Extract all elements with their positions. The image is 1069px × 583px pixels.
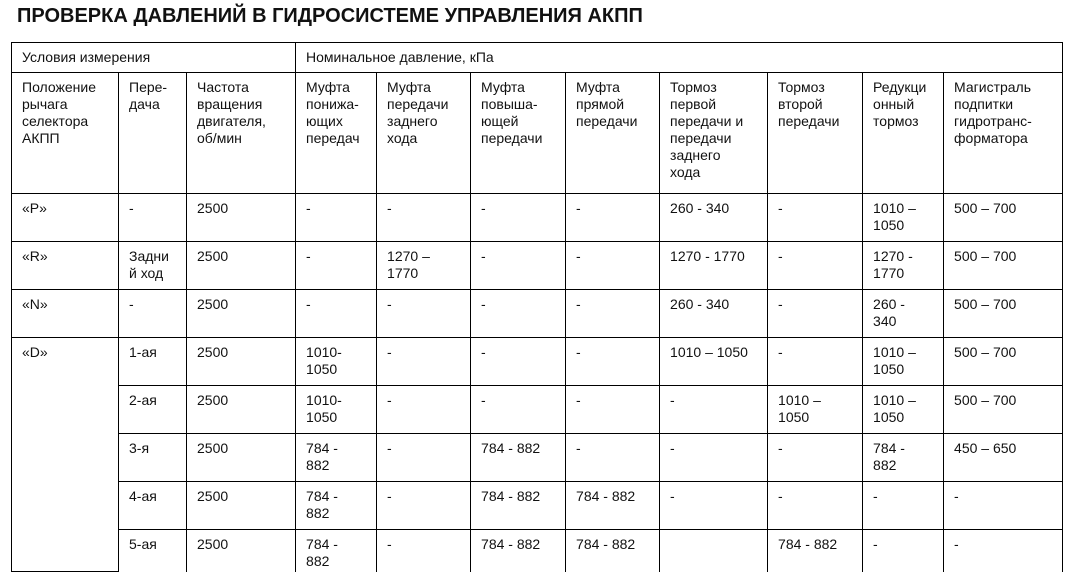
- table-cell: 784 - 882: [566, 530, 660, 572]
- table-cell: -: [863, 530, 944, 572]
- table-cell: -: [296, 290, 377, 338]
- table-cell: 500 – 700: [944, 290, 1063, 338]
- table-cell: -: [377, 194, 471, 242]
- page-title: ПРОВЕРКА ДАВЛЕНИЙ В ГИДРОСИСТЕМЕ УПРАВЛЕНИЯ АКПП: [17, 5, 643, 27]
- table-cell: -: [768, 434, 863, 482]
- table-row: [12, 530, 1063, 572]
- column-header-high-clutch: Муфта повыша- ющей передачи: [471, 73, 566, 194]
- table-cell: -: [566, 242, 660, 290]
- table-cell: -: [566, 434, 660, 482]
- table-cell: «R»: [12, 242, 119, 290]
- column-header-low-clutch: Муфта понижа- ющих передач: [296, 73, 377, 194]
- table-cell: 1-ая: [119, 338, 187, 386]
- table-cell: -: [377, 386, 471, 434]
- table-cell: 1010 – 1050: [863, 194, 944, 242]
- group-header-conditions: Условия измерения: [12, 43, 296, 73]
- table-cell: «D»: [12, 338, 119, 572]
- column-header-reduction-brake: Редукци онный тормоз: [863, 73, 944, 194]
- table-cell: 1010 – 1050: [660, 338, 768, 386]
- column-header-direct-clutch: Муфта прямой передачи: [566, 73, 660, 194]
- table-cell: -: [768, 194, 863, 242]
- table-cell: 1270 – 1770: [377, 242, 471, 290]
- table-cell: -: [377, 338, 471, 386]
- table-cell: -: [768, 290, 863, 338]
- table-cell: 1010 – 1050: [768, 386, 863, 434]
- table-cell: -: [377, 482, 471, 530]
- table-cell: 784 - 882: [296, 434, 377, 482]
- table-cell: «P»: [12, 194, 119, 242]
- table-cell: 5-ая: [119, 530, 187, 572]
- column-header-gear: Пере- дача: [119, 73, 187, 194]
- table-cell: 260 - 340: [660, 194, 768, 242]
- table-cell: 2500: [187, 482, 296, 530]
- table-cell: 784 - 882: [863, 434, 944, 482]
- table-cell: -: [471, 242, 566, 290]
- table-cell: 1010- 1050: [296, 386, 377, 434]
- table-cell: 1010- 1050: [296, 338, 377, 386]
- table-cell: 1010 – 1050: [863, 386, 944, 434]
- table-cell: 260 - 340: [863, 290, 944, 338]
- table-cell: Задни й ход: [119, 242, 187, 290]
- table-row: [12, 242, 1063, 290]
- table-cell: -: [566, 338, 660, 386]
- table-cell: -: [377, 434, 471, 482]
- table-cell: 2500: [187, 386, 296, 434]
- table-cell: -: [471, 386, 566, 434]
- table-cell: 2-ая: [119, 386, 187, 434]
- table-cell: -: [566, 386, 660, 434]
- column-header-selector: Положение рычага селектора АКПП: [12, 73, 119, 194]
- table-cell: 2500: [187, 194, 296, 242]
- table-cell: -: [471, 338, 566, 386]
- table-cell: -: [944, 530, 1063, 572]
- table-cell: 1010 – 1050: [863, 338, 944, 386]
- table-cell: 4-ая: [119, 482, 187, 530]
- table-cell: 2500: [187, 530, 296, 572]
- group-header-pressure: Номинальное давление, кПа: [296, 43, 1063, 73]
- table-cell: 784 - 882: [471, 530, 566, 572]
- table-cell: -: [660, 434, 768, 482]
- table-cell: 2500: [187, 434, 296, 482]
- table-cell: 784 - 882: [768, 530, 863, 572]
- column-header-converter-line: Магистраль подпитки гидротранс- форматора: [944, 73, 1063, 194]
- column-header-rpm: Частота вращения двигателя, об/мин: [187, 73, 296, 194]
- table-cell: 784 - 882: [471, 482, 566, 530]
- column-header-first-reverse-brake: Тормоз первой передачи и передачи заднего хода: [660, 73, 768, 194]
- table-cell: 500 – 700: [944, 194, 1063, 242]
- table-cell: 2500: [187, 338, 296, 386]
- table-cell: 784 - 882: [566, 482, 660, 530]
- table-cell: -: [119, 194, 187, 242]
- table-cell: -: [471, 290, 566, 338]
- table-cell: -: [566, 194, 660, 242]
- table-cell: «N»: [12, 290, 119, 338]
- table-row: [12, 194, 1063, 242]
- table-cell: -: [119, 290, 187, 338]
- table-cell: 450 – 650: [944, 434, 1063, 482]
- table-cell: 784 - 882: [471, 434, 566, 482]
- table-cell: -: [471, 194, 566, 242]
- table-cell: -: [768, 482, 863, 530]
- table-cell: 1270 - 1770: [660, 242, 768, 290]
- table-cell: -: [377, 290, 471, 338]
- table-cell: 260 - 340: [660, 290, 768, 338]
- table-row: [12, 434, 1063, 482]
- table-row: [12, 386, 1063, 434]
- table-cell: -: [768, 242, 863, 290]
- table-cell: 500 – 700: [944, 386, 1063, 434]
- table-row: [12, 338, 1063, 386]
- table-cell: -: [660, 386, 768, 434]
- table-cell: 2500: [187, 242, 296, 290]
- table-cell: 2500: [187, 290, 296, 338]
- table-row: [12, 290, 1063, 338]
- table-cell: [660, 530, 768, 572]
- table-cell: 3-я: [119, 434, 187, 482]
- table-cell: 784 - 882: [296, 530, 377, 572]
- table-cell: 500 – 700: [944, 338, 1063, 386]
- table-cell: -: [768, 338, 863, 386]
- table-cell: -: [863, 482, 944, 530]
- column-header-reverse-clutch: Муфта передачи заднего хода: [377, 73, 471, 194]
- table-cell: -: [566, 290, 660, 338]
- table-cell: -: [296, 242, 377, 290]
- table-cell: -: [944, 482, 1063, 530]
- column-header-second-brake: Тормоз второй передачи: [768, 73, 863, 194]
- table-cell: 500 – 700: [944, 242, 1063, 290]
- table-cell: 784 - 882: [296, 482, 377, 530]
- table-cell: 1270 - 1770: [863, 242, 944, 290]
- table-cell: -: [296, 194, 377, 242]
- pressure-table: [11, 42, 1063, 572]
- table-row: [12, 482, 1063, 530]
- table-cell: -: [660, 482, 768, 530]
- table-cell: -: [377, 530, 471, 572]
